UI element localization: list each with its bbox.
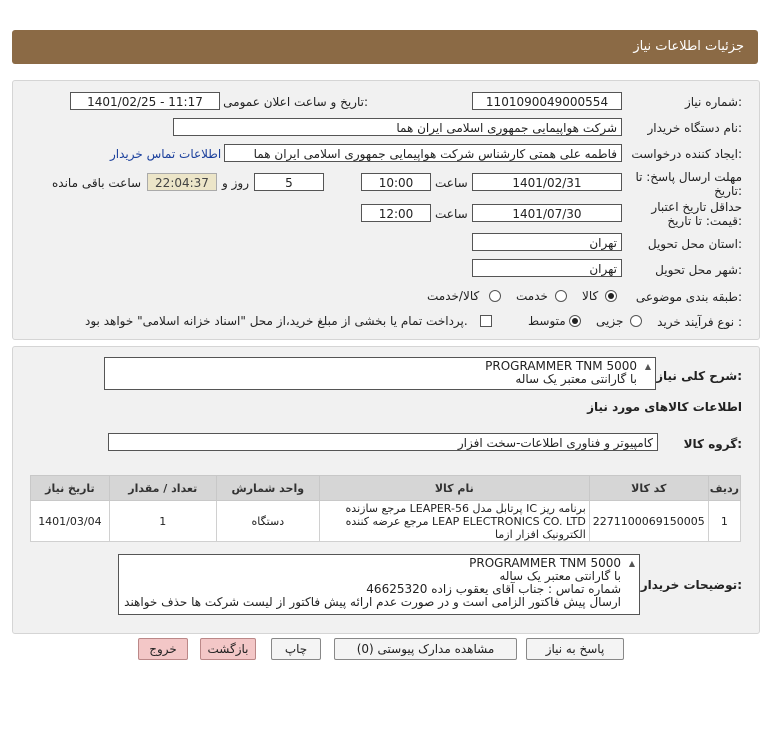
table-row xyxy=(31,501,741,542)
payment-note: پرداخت تمام یا بخشی از مبلغ خرید،از محل "اسناد خزانه اسلامی" خواهد بود. xyxy=(85,314,468,328)
validity-label-2: قیمت: تا تاریخ: xyxy=(667,214,742,228)
cell-unit: دستگاه xyxy=(216,501,319,542)
col-name: نام کالا xyxy=(319,476,589,501)
process-medium-label: متوسط xyxy=(528,314,566,328)
buyer-org-field: شرکت هواپیمایی جمهوری اسلامی ایران هما xyxy=(173,118,622,136)
scroll-up-icon[interactable]: ▲ xyxy=(628,559,635,568)
cell-name: برنامه ریز IC پرتابل مدل LEAPER-56 مرجع سازنده LEAP ELECTRONICS CO. LTD مرجع عرضه کننده الکترونیک افزار ازما xyxy=(319,501,589,542)
description-label: شرح کلی نیاز: xyxy=(656,369,742,383)
col-date: تاریخ نیاز xyxy=(31,476,110,501)
days-field: 5 xyxy=(254,173,324,191)
col-row: ردیف xyxy=(708,476,740,501)
description-line: با گارانتی معتبر یک ساله xyxy=(515,372,637,386)
process-radio-medium[interactable] xyxy=(569,315,581,327)
province-field: تهران xyxy=(472,233,622,251)
description-line: PROGRAMMER TNM 5000 xyxy=(485,359,637,373)
scroll-up-icon[interactable]: ▲ xyxy=(644,362,651,371)
goods-table xyxy=(30,475,741,542)
buyer-org-label: نام دستگاه خریدار: xyxy=(647,121,742,135)
goods-section-title: اطلاعات کالاهای مورد نیاز xyxy=(587,400,742,414)
remaining-time-field: 22:04:37 xyxy=(147,173,217,191)
page-header xyxy=(12,30,758,64)
process-label: نوع فرآیند خرید : xyxy=(657,315,742,329)
reply-button[interactable]: پاسخ به نیاز xyxy=(526,638,624,660)
attachments-button[interactable]: مشاهده مدارک پیوستی (0) xyxy=(334,638,517,660)
process-minor-label: جزیی xyxy=(596,314,624,328)
validity-label-1: حداقل تاریخ اعتبار xyxy=(651,200,742,214)
cell-date: 1401/03/04 xyxy=(31,501,110,542)
description-textarea[interactable] xyxy=(104,357,656,390)
buyer-notes-textarea[interactable] xyxy=(118,554,640,615)
deadline-label-1: مهلت ارسال پاسخ: تا xyxy=(635,170,742,184)
validity-time-field: 12:00 xyxy=(361,204,431,222)
goods-group-label: گروه کالا: xyxy=(683,437,742,451)
category-radio-service[interactable] xyxy=(555,290,567,302)
announce-field: 1401/02/25 - 11:17 xyxy=(70,92,220,110)
col-qty: تعداد / مقدار xyxy=(109,476,216,501)
treasury-payment-checkbox[interactable] xyxy=(480,315,492,327)
days-label: روز و xyxy=(222,176,249,190)
category-service-label: خدمت xyxy=(516,289,548,303)
province-label: استان محل تحویل: xyxy=(647,237,742,251)
back-button[interactable]: بازگشت xyxy=(200,638,256,660)
requester-label: ایجاد کننده درخواست: xyxy=(631,147,742,161)
requester-field: فاطمه علی همتی کارشناس شرکت هواپیمایی جمهوری اسلامی ایران هما xyxy=(224,144,622,162)
category-label: طبقه بندی موضوعی: xyxy=(635,290,742,304)
cell-code: 2271100069150005 xyxy=(589,501,708,542)
need-number-label: شماره نیاز: xyxy=(684,95,742,109)
col-unit: واحد شمارش xyxy=(216,476,319,501)
category-radio-goods[interactable] xyxy=(605,290,617,302)
col-code: کد کالا xyxy=(589,476,708,501)
notes-line: PROGRAMMER TNM 5000 xyxy=(469,556,621,570)
cell-row: 1 xyxy=(708,501,740,542)
deadline-date-field: 1401/02/31 xyxy=(472,173,622,191)
validity-date-field: 1401/07/30 xyxy=(472,204,622,222)
notes-line: شماره تماس : جناب آقای یعقوب زاده 46625320 xyxy=(366,582,621,596)
deadline-time-field: 10:00 xyxy=(361,173,431,191)
goods-group-field: کامپیوتر و فناوری اطلاعات-سخت افزار xyxy=(108,433,658,451)
notes-line: ارسال پیش فاکتور الزامی است و در صورت عدم ارائه پیش فاکتور از لیست شرکت ها حذف خواهند xyxy=(124,595,621,609)
city-field: تهران xyxy=(472,259,622,277)
validity-time-label: ساعت xyxy=(435,207,468,221)
exit-button[interactable]: خروج xyxy=(138,638,188,660)
category-radio-goods-service[interactable] xyxy=(489,290,501,302)
buyer-notes-label: توضیحات خریدار: xyxy=(640,578,742,592)
category-goods-service-label: کالا/خدمت xyxy=(427,289,480,303)
process-radio-minor[interactable] xyxy=(630,315,642,327)
remaining-label: ساعت باقی مانده xyxy=(52,176,142,190)
contact-buyer-link[interactable]: اطلاعات تماس خریدار xyxy=(110,147,222,161)
need-number-field: 1101090049000554 xyxy=(472,92,622,110)
deadline-label-2: تاریخ: xyxy=(714,184,742,198)
print-button[interactable]: چاپ xyxy=(271,638,321,660)
category-goods-label: کالا xyxy=(582,289,599,303)
announce-label: تاریخ و ساعت اعلان عمومی: xyxy=(223,95,368,109)
notes-line: با گارانتی معتبر یک ساله xyxy=(499,569,621,583)
city-label: شهر محل تحویل: xyxy=(655,263,742,277)
page-title: جزئیات اطلاعات نیاز xyxy=(633,39,744,54)
cell-qty: 1 xyxy=(109,501,216,542)
deadline-time-label: ساعت xyxy=(435,176,468,190)
